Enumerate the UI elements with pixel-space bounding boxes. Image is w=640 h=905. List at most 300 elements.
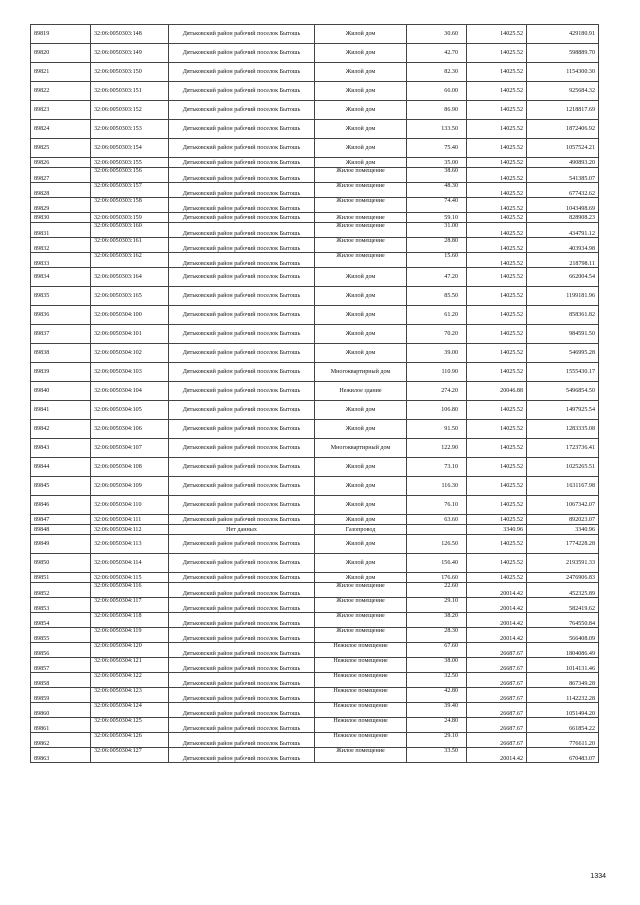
table-row	[31, 613, 599, 628]
area-value-cell: 110.90	[407, 363, 467, 382]
address-cell: Дятьковский район рабочий поселок Бытошь	[169, 306, 315, 325]
address-cell: Дятьковский район рабочий поселок Бытошь	[169, 401, 315, 420]
object-type-cell: Многоквартирный дом	[315, 439, 407, 458]
row-number-cell: 89823	[31, 101, 91, 120]
row-number-cell: 89863	[31, 748, 91, 763]
row-number-cell: 89821	[31, 63, 91, 82]
cadastral-number-cell: 32:06:0050304:125	[91, 718, 169, 733]
cadastral-number-cell: 32:06:0050304:102	[91, 344, 169, 363]
unit-price-cell: 14025.52	[467, 101, 527, 120]
row-number-cell: 89820	[31, 44, 91, 63]
cadastral-value-cell: 984591.50	[527, 325, 599, 344]
unit-price-cell: 14025.52	[467, 183, 527, 198]
area-value-cell: 156.40	[407, 554, 467, 573]
address-cell: Дятьковский район рабочий поселок Бытошь	[169, 496, 315, 515]
cadastral-value-cell: 677432.62	[527, 183, 599, 198]
unit-price-cell: 14025.52	[467, 213, 527, 223]
row-number-cell: 89854	[31, 613, 91, 628]
row-number-cell: 89830	[31, 213, 91, 223]
address-cell: Дятьковский район рабочий поселок Бытошь	[169, 718, 315, 733]
cadastral-number-cell: 32:06:0050303:148	[91, 25, 169, 44]
row-number-cell: 89840	[31, 382, 91, 401]
table-row	[31, 223, 599, 238]
row-number-cell: 89822	[31, 82, 91, 101]
cadastral-value-table	[30, 24, 599, 763]
object-type-cell: Жилое помещение	[315, 198, 407, 213]
cadastral-number-cell: 32:06:0050303:149	[91, 44, 169, 63]
cadastral-number-cell: 32:06:0050304:121	[91, 658, 169, 673]
unit-price-cell: 26687.67	[467, 703, 527, 718]
row-number-cell: 89841	[31, 401, 91, 420]
object-type-cell: Жилое помещение	[315, 613, 407, 628]
table-row	[31, 733, 599, 748]
row-number-cell: 89859	[31, 688, 91, 703]
unit-price-cell: 26687.67	[467, 688, 527, 703]
unit-price-cell: 20014.42	[467, 598, 527, 613]
area-value-cell	[407, 525, 467, 535]
object-type-cell: Жилой дом	[315, 477, 407, 496]
address-cell: Дятьковский район рабочий поселок Бытошь	[169, 120, 315, 139]
cadastral-value-cell: 1142232.28	[527, 688, 599, 703]
address-cell: Дятьковский район рабочий поселок Бытошь	[169, 158, 315, 168]
address-cell: Дятьковский район рабочий поселок Бытошь	[169, 344, 315, 363]
cadastral-number-cell: 32:06:0050304:110	[91, 496, 169, 515]
cadastral-value-cell: 1283335.08	[527, 420, 599, 439]
row-number-cell: 89852	[31, 583, 91, 598]
row-number-cell: 89837	[31, 325, 91, 344]
unit-price-cell: 14025.52	[467, 306, 527, 325]
row-number-cell: 89844	[31, 458, 91, 477]
address-cell: Дятьковский район рабочий поселок Бытошь	[169, 613, 315, 628]
row-number-cell: 89829	[31, 198, 91, 213]
cadastral-value-cell: 598889.70	[527, 44, 599, 63]
area-value-cell: 28.80	[407, 238, 467, 253]
unit-price-cell: 14025.52	[467, 420, 527, 439]
cadastral-number-cell: 32:06:0050303:159	[91, 213, 169, 223]
unit-price-cell: 14025.52	[467, 63, 527, 82]
row-number-cell: 89824	[31, 120, 91, 139]
unit-price-cell: 20046.88	[467, 382, 527, 401]
cadastral-number-cell: 32:06:0050304:127	[91, 748, 169, 763]
address-cell: Дятьковский район рабочий поселок Бытошь	[169, 253, 315, 268]
table-row	[31, 382, 599, 401]
address-cell: Дятьковский район рабочий поселок Бытошь	[169, 598, 315, 613]
object-type-cell: Жилое помещение	[315, 213, 407, 223]
table-row	[31, 628, 599, 643]
cadastral-number-cell: 32:06:0050304:103	[91, 363, 169, 382]
area-value-cell: 59.10	[407, 213, 467, 223]
object-type-cell: Нежилое помещение	[315, 673, 407, 688]
area-value-cell: 47.20	[407, 268, 467, 287]
object-type-cell: Жилое помещение	[315, 748, 407, 763]
area-value-cell: 38.60	[407, 168, 467, 183]
object-type-cell: Нежилое помещение	[315, 718, 407, 733]
cadastral-number-cell: 32:06:0050304:123	[91, 688, 169, 703]
table-row	[31, 63, 599, 82]
table-row	[31, 325, 599, 344]
object-type-cell: Жилой дом	[315, 287, 407, 306]
cadastral-value-cell: 1723736.41	[527, 439, 599, 458]
unit-price-cell: 14025.52	[467, 401, 527, 420]
object-type-cell: Жилой дом	[315, 325, 407, 344]
area-value-cell: 29.10	[407, 598, 467, 613]
unit-price-cell: 14025.52	[467, 82, 527, 101]
area-value-cell: 32.50	[407, 673, 467, 688]
cadastral-number-cell: 32:06:0050303:155	[91, 158, 169, 168]
row-number-cell: 89819	[31, 25, 91, 44]
cadastral-number-cell: 32:06:0050304:108	[91, 458, 169, 477]
address-cell: Дятьковский район рабочий поселок Бытошь	[169, 515, 315, 525]
unit-price-cell: 20014.42	[467, 583, 527, 598]
cadastral-number-cell: 32:06:0050304:104	[91, 382, 169, 401]
area-value-cell: 24.80	[407, 718, 467, 733]
address-cell: Дятьковский район рабочий поселок Бытошь	[169, 535, 315, 554]
area-value-cell: 35.00	[407, 158, 467, 168]
cadastral-value-cell: 546995.28	[527, 344, 599, 363]
row-number-cell: 89843	[31, 439, 91, 458]
object-type-cell: Жилой дом	[315, 344, 407, 363]
area-value-cell: 22.60	[407, 583, 467, 598]
address-cell: Дятьковский район рабочий поселок Бытошь	[169, 643, 315, 658]
object-type-cell: Жилой дом	[315, 25, 407, 44]
area-value-cell: 82.30	[407, 63, 467, 82]
address-cell: Дятьковский район рабочий поселок Бытошь	[169, 554, 315, 573]
cadastral-number-cell: 32:06:0050304:120	[91, 643, 169, 658]
table-row	[31, 168, 599, 183]
table-row	[31, 82, 599, 101]
cadastral-number-cell: 32:06:0050304:111	[91, 515, 169, 525]
row-number-cell: 89847	[31, 515, 91, 525]
unit-price-cell: 14025.52	[467, 44, 527, 63]
cadastral-value-cell: 662004.54	[527, 268, 599, 287]
object-type-cell: Жилой дом	[315, 458, 407, 477]
table-row	[31, 583, 599, 598]
area-value-cell: 33.50	[407, 748, 467, 763]
address-cell: Дятьковский район рабочий поселок Бытошь	[169, 183, 315, 198]
area-value-cell: 38.20	[407, 613, 467, 628]
cadastral-value-cell: 1067342.07	[527, 496, 599, 515]
cadastral-number-cell: 32:06:0050303:152	[91, 101, 169, 120]
object-type-cell: Жилой дом	[315, 496, 407, 515]
address-cell: Дятьковский район рабочий поселок Бытошь	[169, 477, 315, 496]
area-value-cell: 76.10	[407, 496, 467, 515]
cadastral-value-cell: 2193591.33	[527, 554, 599, 573]
area-value-cell: 31.00	[407, 223, 467, 238]
unit-price-cell: 3340.96	[467, 525, 527, 535]
table-row	[31, 363, 599, 382]
address-cell: Дятьковский район рабочий поселок Бытошь	[169, 325, 315, 344]
cadastral-number-cell: 32:06:0050303:160	[91, 223, 169, 238]
area-value-cell: 176.60	[407, 573, 467, 583]
cadastral-number-cell: 32:06:0050303:151	[91, 82, 169, 101]
unit-price-cell: 14025.52	[467, 25, 527, 44]
cadastral-number-cell: 32:06:0050303:162	[91, 253, 169, 268]
cadastral-value-cell: 582419.62	[527, 598, 599, 613]
cadastral-value-cell: 3340.96	[527, 525, 599, 535]
area-value-cell: 85.50	[407, 287, 467, 306]
object-type-cell: Жилое помещение	[315, 223, 407, 238]
cadastral-number-cell: 32:06:0050304:126	[91, 733, 169, 748]
row-number-cell: 89833	[31, 253, 91, 268]
cadastral-number-cell: 32:06:0050304:115	[91, 573, 169, 583]
object-type-cell: Нежилое помещение	[315, 658, 407, 673]
object-type-cell: Жилой дом	[315, 573, 407, 583]
unit-price-cell: 26687.67	[467, 718, 527, 733]
cadastral-value-cell: 925684.32	[527, 82, 599, 101]
unit-price-cell: 20014.42	[467, 628, 527, 643]
object-type-cell: Жилое помещение	[315, 168, 407, 183]
table-row	[31, 213, 599, 223]
area-value-cell: 38.00	[407, 658, 467, 673]
area-value-cell: 39.00	[407, 344, 467, 363]
cadastral-value-cell: 892023.07	[527, 515, 599, 525]
address-cell: Дятьковский район рабочий поселок Бытошь	[169, 287, 315, 306]
object-type-cell: Жилое помещение	[315, 183, 407, 198]
cadastral-number-cell: 32:06:0050304:118	[91, 613, 169, 628]
row-number-cell: 89826	[31, 158, 91, 168]
object-type-cell: Нежилое помещение	[315, 733, 407, 748]
object-type-cell: Нежилое помещение	[315, 703, 407, 718]
unit-price-cell: 14025.52	[467, 496, 527, 515]
area-value-cell: 39.40	[407, 703, 467, 718]
row-number-cell: 89862	[31, 733, 91, 748]
address-cell: Дятьковский район рабочий поселок Бытошь	[169, 658, 315, 673]
unit-price-cell: 14025.52	[467, 458, 527, 477]
table-row	[31, 287, 599, 306]
cadastral-value-cell: 867349.28	[527, 673, 599, 688]
address-cell: Дятьковский район рабочий поселок Бытошь	[169, 382, 315, 401]
unit-price-cell: 26687.67	[467, 673, 527, 688]
area-value-cell: 42.80	[407, 688, 467, 703]
cadastral-value-cell: 1804086.49	[527, 643, 599, 658]
unit-price-cell: 14025.52	[467, 439, 527, 458]
area-value-cell: 86.90	[407, 101, 467, 120]
cadastral-number-cell: 32:06:0050304:116	[91, 583, 169, 598]
unit-price-cell: 14025.52	[467, 238, 527, 253]
object-type-cell: Жилое помещение	[315, 628, 407, 643]
address-cell: Дятьковский район рабочий поселок Бытошь	[169, 673, 315, 688]
row-number-cell: 89839	[31, 363, 91, 382]
object-type-cell: Жилое помещение	[315, 583, 407, 598]
unit-price-cell: 14025.52	[467, 325, 527, 344]
unit-price-cell: 14025.52	[467, 223, 527, 238]
row-number-cell: 89846	[31, 496, 91, 515]
cadastral-number-cell: 32:06:0050304:105	[91, 401, 169, 420]
cadastral-number-cell: 32:06:0050304:117	[91, 598, 169, 613]
row-number-cell: 89832	[31, 238, 91, 253]
area-value-cell: 75.40	[407, 139, 467, 158]
unit-price-cell: 14025.52	[467, 158, 527, 168]
cadastral-value-cell: 670483.07	[527, 748, 599, 763]
area-value-cell: 274.20	[407, 382, 467, 401]
row-number-cell: 89848	[31, 525, 91, 535]
unit-price-cell: 14025.52	[467, 139, 527, 158]
cadastral-number-cell: 32:06:0050303:150	[91, 63, 169, 82]
address-cell: Дятьковский район рабочий поселок Бытошь	[169, 628, 315, 643]
row-number-cell: 89834	[31, 268, 91, 287]
address-cell: Дятьковский район рабочий поселок Бытошь	[169, 213, 315, 223]
table-row	[31, 420, 599, 439]
table-row	[31, 688, 599, 703]
object-type-cell: Жилой дом	[315, 268, 407, 287]
address-cell: Дятьковский район рабочий поселок Бытошь	[169, 748, 315, 763]
table-row	[31, 268, 599, 287]
table-row	[31, 344, 599, 363]
unit-price-cell: 14025.52	[467, 554, 527, 573]
cadastral-value-cell: 403934.98	[527, 238, 599, 253]
object-type-cell: Жилой дом	[315, 306, 407, 325]
unit-price-cell: 26687.67	[467, 658, 527, 673]
unit-price-cell: 14025.52	[467, 477, 527, 496]
object-type-cell: Жилое помещение	[315, 253, 407, 268]
area-value-cell: 61.20	[407, 306, 467, 325]
object-type-cell: Жилой дом	[315, 82, 407, 101]
cadastral-value-cell: 776611.20	[527, 733, 599, 748]
row-number-cell: 89853	[31, 598, 91, 613]
cadastral-value-cell: 541385.07	[527, 168, 599, 183]
address-cell: Дятьковский район рабочий поселок Бытошь	[169, 420, 315, 439]
cadastral-number-cell: 32:06:0050304:112	[91, 525, 169, 535]
object-type-cell: Газопровод	[315, 525, 407, 535]
table-row	[31, 306, 599, 325]
row-number-cell: 89836	[31, 306, 91, 325]
row-number-cell: 89842	[31, 420, 91, 439]
table-row	[31, 253, 599, 268]
table-row	[31, 515, 599, 525]
row-number-cell: 89857	[31, 658, 91, 673]
table-row	[31, 439, 599, 458]
address-cell: Дятьковский район рабочий поселок Бытошь	[169, 583, 315, 598]
unit-price-cell: 14025.52	[467, 268, 527, 287]
row-number-cell: 89856	[31, 643, 91, 658]
row-number-cell: 89828	[31, 183, 91, 198]
area-value-cell: 15.60	[407, 253, 467, 268]
unit-price-cell: 14025.52	[467, 344, 527, 363]
address-cell: Дятьковский район рабочий поселок Бытошь	[169, 25, 315, 44]
area-value-cell: 48.30	[407, 183, 467, 198]
cadastral-value-cell: 1051494.20	[527, 703, 599, 718]
cadastral-value-cell: 218798.11	[527, 253, 599, 268]
object-type-cell: Нежилое здание	[315, 382, 407, 401]
object-type-cell: Жилое помещение	[315, 598, 407, 613]
object-type-cell: Жилой дом	[315, 515, 407, 525]
area-value-cell: 122.90	[407, 439, 467, 458]
table-row	[31, 554, 599, 573]
cadastral-value-cell: 490893.20	[527, 158, 599, 168]
row-number-cell: 89825	[31, 139, 91, 158]
address-cell: Дятьковский район рабочий поселок Бытошь	[169, 733, 315, 748]
cadastral-number-cell: 32:06:0050303:157	[91, 183, 169, 198]
unit-price-cell: 14025.52	[467, 515, 527, 525]
cadastral-number-cell: 32:06:0050303:153	[91, 120, 169, 139]
area-value-cell: 29.10	[407, 733, 467, 748]
address-cell: Дятьковский район рабочий поселок Бытошь	[169, 363, 315, 382]
cadastral-number-cell: 32:06:0050303:164	[91, 268, 169, 287]
address-cell: Дятьковский район рабочий поселок Бытошь	[169, 688, 315, 703]
table-row	[31, 139, 599, 158]
cadastral-value-cell: 429180.91	[527, 25, 599, 44]
cadastral-number-cell: 32:06:0050303:158	[91, 198, 169, 213]
unit-price-cell: 14025.52	[467, 253, 527, 268]
object-type-cell: Жилой дом	[315, 44, 407, 63]
cadastral-value-cell: 5496854.50	[527, 382, 599, 401]
row-number-cell: 89845	[31, 477, 91, 496]
unit-price-cell: 14025.52	[467, 363, 527, 382]
cadastral-value-cell: 1497925.54	[527, 401, 599, 420]
row-number-cell: 89827	[31, 168, 91, 183]
table-row	[31, 120, 599, 139]
address-cell: Дятьковский район рабочий поселок Бытошь	[169, 458, 315, 477]
area-value-cell: 91.50	[407, 420, 467, 439]
address-cell: Дятьковский район рабочий поселок Бытошь	[169, 139, 315, 158]
area-value-cell: 28.30	[407, 628, 467, 643]
cadastral-value-cell: 1154300.30	[527, 63, 599, 82]
address-cell: Дятьковский район рабочий поселок Бытошь	[169, 44, 315, 63]
object-type-cell: Нежилое помещение	[315, 688, 407, 703]
cadastral-value-cell: 2476906.83	[527, 573, 599, 583]
table-row	[31, 198, 599, 213]
unit-price-cell: 14025.52	[467, 120, 527, 139]
address-cell: Дятьковский район рабочий поселок Бытошь	[169, 703, 315, 718]
table-row	[31, 673, 599, 688]
cadastral-number-cell: 32:06:0050304:106	[91, 420, 169, 439]
area-value-cell: 116.30	[407, 477, 467, 496]
cadastral-number-cell: 32:06:0050304:107	[91, 439, 169, 458]
table-row	[31, 598, 599, 613]
unit-price-cell: 26687.67	[467, 733, 527, 748]
table-row	[31, 101, 599, 120]
cadastral-value-cell: 1199181.96	[527, 287, 599, 306]
table-row	[31, 44, 599, 63]
unit-price-cell: 26687.67	[467, 643, 527, 658]
table-row	[31, 525, 599, 535]
table-row	[31, 477, 599, 496]
cadastral-value-cell: 661854.22	[527, 718, 599, 733]
cadastral-value-cell: 828908.23	[527, 213, 599, 223]
row-number-cell: 89850	[31, 554, 91, 573]
cadastral-value-cell: 1043498.69	[527, 198, 599, 213]
unit-price-cell: 14025.52	[467, 287, 527, 306]
cadastral-number-cell: 32:06:0050304:101	[91, 325, 169, 344]
object-type-cell: Многоквартирный дом	[315, 363, 407, 382]
address-cell: Дятьковский район рабочий поселок Бытошь	[169, 63, 315, 82]
object-type-cell: Жилой дом	[315, 535, 407, 554]
table-row	[31, 238, 599, 253]
object-type-cell: Нежилое помещение	[315, 643, 407, 658]
area-value-cell: 133.50	[407, 120, 467, 139]
address-cell: Дятьковский район рабочий поселок Бытошь	[169, 101, 315, 120]
table-row	[31, 643, 599, 658]
cadastral-number-cell: 32:06:0050304:109	[91, 477, 169, 496]
area-value-cell: 30.60	[407, 25, 467, 44]
area-value-cell: 70.20	[407, 325, 467, 344]
unit-price-cell: 14025.52	[467, 168, 527, 183]
cadastral-number-cell: 32:06:0050303:156	[91, 168, 169, 183]
address-cell: Дятьковский район рабочий поселок Бытошь	[169, 82, 315, 101]
row-number-cell: 89838	[31, 344, 91, 363]
row-number-cell: 89831	[31, 223, 91, 238]
address-cell: Дятьковский район рабочий поселок Бытошь	[169, 439, 315, 458]
area-value-cell: 126.50	[407, 535, 467, 554]
table-row	[31, 718, 599, 733]
row-number-cell: 89835	[31, 287, 91, 306]
table-row	[31, 158, 599, 168]
cadastral-number-cell: 32:06:0050304:119	[91, 628, 169, 643]
table-row	[31, 458, 599, 477]
cadastral-number-cell: 32:06:0050303:154	[91, 139, 169, 158]
object-type-cell: Жилой дом	[315, 63, 407, 82]
cadastral-value-cell: 566408.09	[527, 628, 599, 643]
